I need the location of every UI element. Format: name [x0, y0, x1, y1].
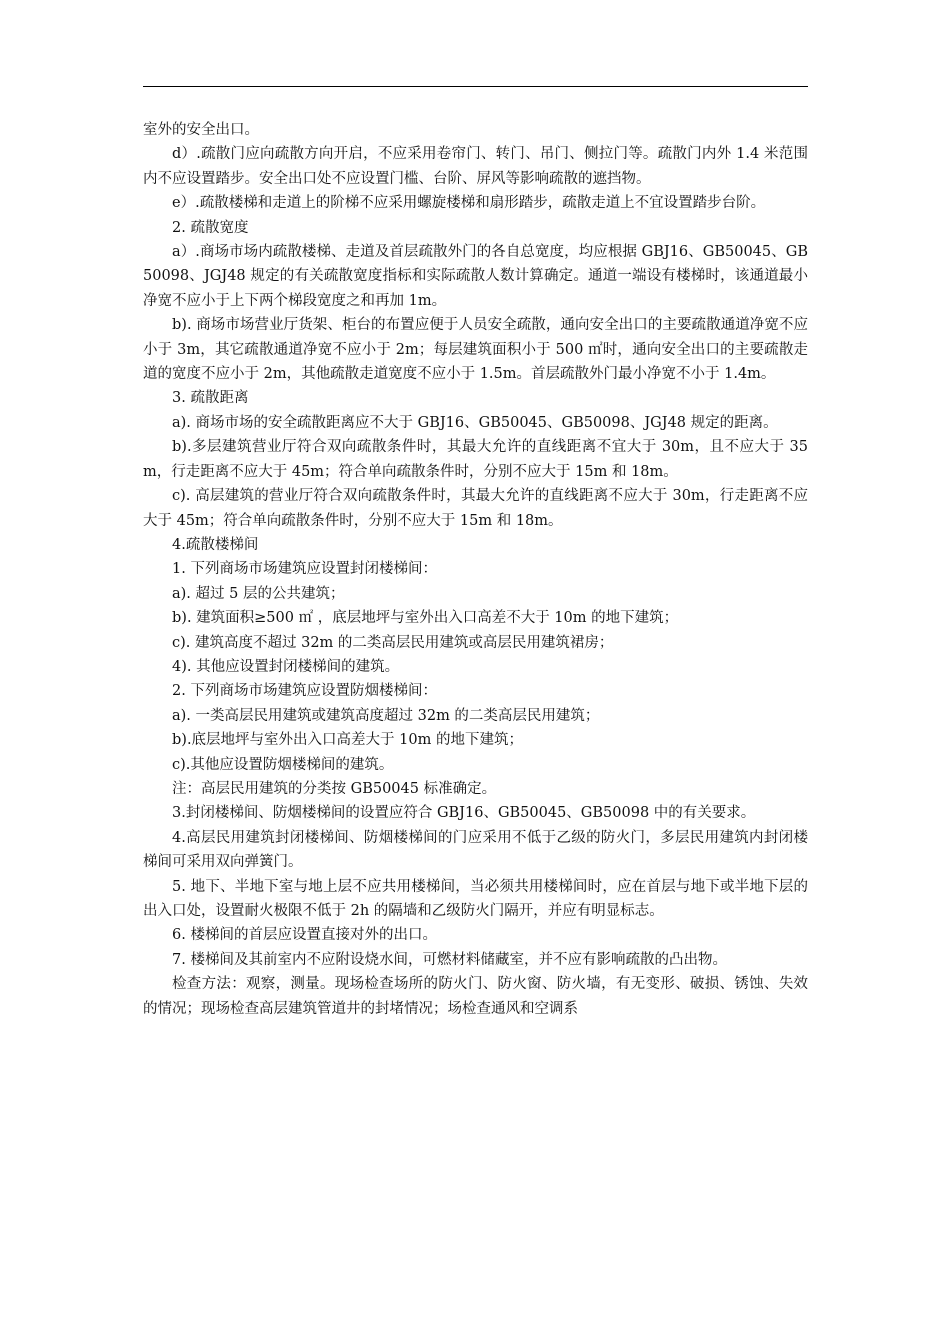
body-paragraph: 注：高层民用建筑的分类按 GB50045 标准确定。 [172, 780, 497, 797]
body-paragraph: 4.高层民用建筑封闭楼梯间、防烟楼梯间的门应采用不低于乙级的防火门，多层民用建筑内封闭楼梯间可采用双向弹簧门。 [143, 829, 808, 871]
body-paragraph: 4.疏散楼梯间 [172, 536, 259, 553]
body-paragraph: d）.疏散门应向疏散方向开启，不应采用卷帘门、转门、吊门、侧拉门等。疏散门内外 1.4 米范围内不应设置踏步。安全出口处不应设置门槛、台阶、屏风等影响疏散的遮挡物。 [143, 146, 808, 187]
body-paragraph: 5. 地下、半地下室与地上层不应共用楼梯间，当必须共用楼梯间时，应在首层与地下或半地下层的出入口处，设置耐火极限不低于 2h 的隔墙和乙级防火门隔开，并应有明显标志。 [143, 878, 808, 919]
body-paragraph: 6. 楼梯间的首层应设置直接对外的出口。 [172, 927, 437, 944]
body-paragraph: a）.商场市场内疏散楼梯、走道及首层疏散外门的各自总宽度，均应根据 GBJ16、GB50045、GB50098、JGJ48 规定的有关疏散宽度指标和实际疏散人数计算确定。通道一端设有楼梯时，该通道最小净宽不应小于上下两个梯段宽度之和再加 1m。 [143, 244, 808, 309]
body-paragraph: c). 高层建筑的营业厅符合双向疏散条件时，其最大允许的直线距离不应大于 30m，行走距离不应大于 45m；符合单向疏散条件时，分别不应大于 15m 和 18m。 [143, 488, 808, 529]
body-paragraph: b). 建筑面积≥500 ㎡ ，底层地坪与室外出入口高差不大于 10m 的地下建筑； [172, 610, 679, 627]
body-paragraph: 7. 楼梯间及其前室内不应附设烧水间，可燃材料储藏室，并不应有影响疏散的凸出物。 [172, 951, 727, 968]
body-paragraph: a). 超过 5 层的公共建筑； [172, 585, 345, 602]
body-paragraph: c).其他应设置防烟楼梯间的建筑。 [172, 756, 394, 773]
body-paragraph: 2. 疏散宽度 [172, 219, 249, 236]
document-body [143, 118, 808, 1021]
body-paragraph: c). 建筑高度不超过 32m 的二类高层民用建筑或高层民用建筑裙房； [172, 634, 614, 651]
body-paragraph: a). 一类高层民用建筑或建筑高度超过 32m 的二类高层民用建筑； [172, 707, 600, 724]
body-paragraph: 室外的安全出口。 [143, 122, 259, 138]
body-paragraph: e）.疏散楼梯和走道上的阶梯不应采用螺旋楼梯和扇形踏步，疏散走道上不宜设置踏步台阶。 [172, 195, 766, 212]
body-paragraph: b). 商场市场营业厅货架、柜台的布置应便于人员安全疏散，通向安全出口的主要疏散通道净宽不应小于 3m，其它疏散通道净宽不应小于 2m；每层建筑面积小于 500 ㎡时，通向安全出口的主要疏散走道的宽度不应小于 2m，其他疏散走道宽度不应小于 1.5m。首层疏散外门最小净宽不小于 1.4m。 [143, 317, 808, 383]
body-paragraph: 1. 下列商场市场建筑应设置封闭楼梯间： [172, 561, 437, 578]
body-paragraph: 4). 其他应设置封闭楼梯间的建筑。 [172, 658, 400, 675]
body-paragraph: b).底层地坪与室外出入口高差大于 10m 的地下建筑； [172, 732, 523, 749]
body-paragraph: 3. 疏散距离 [172, 390, 249, 407]
body-paragraph: 2. 下列商场市场建筑应设置防烟楼梯间： [172, 683, 437, 700]
body-paragraph: 3.封闭楼梯间、防烟楼梯间的设置应符合 GBJ16、GB50045、GB50098 中的有关要求。 [172, 805, 756, 822]
body-paragraph: a). 商场市场的安全疏散距离应不大于 GBJ16、GB50045、GB50098、JGJ48 规定的距离。 [172, 414, 778, 431]
header-rule [143, 86, 808, 87]
body-paragraph: 检查方法：观察，测量。现场检查场所的防火门、防火窗、防火墙，有无变形、破损、锈蚀、失效的情况；现场检查高层建筑管道井的封堵情况；场检查通风和空调系 [143, 976, 808, 1017]
body-paragraph: b).多层建筑营业厅符合双向疏散条件时，其最大允许的直线距离不宜大于 30m，且不应大于 35m，行走距离不应大于 45m；符合单向疏散条件时，分别不应大于 15m 和 18m。 [143, 439, 808, 480]
